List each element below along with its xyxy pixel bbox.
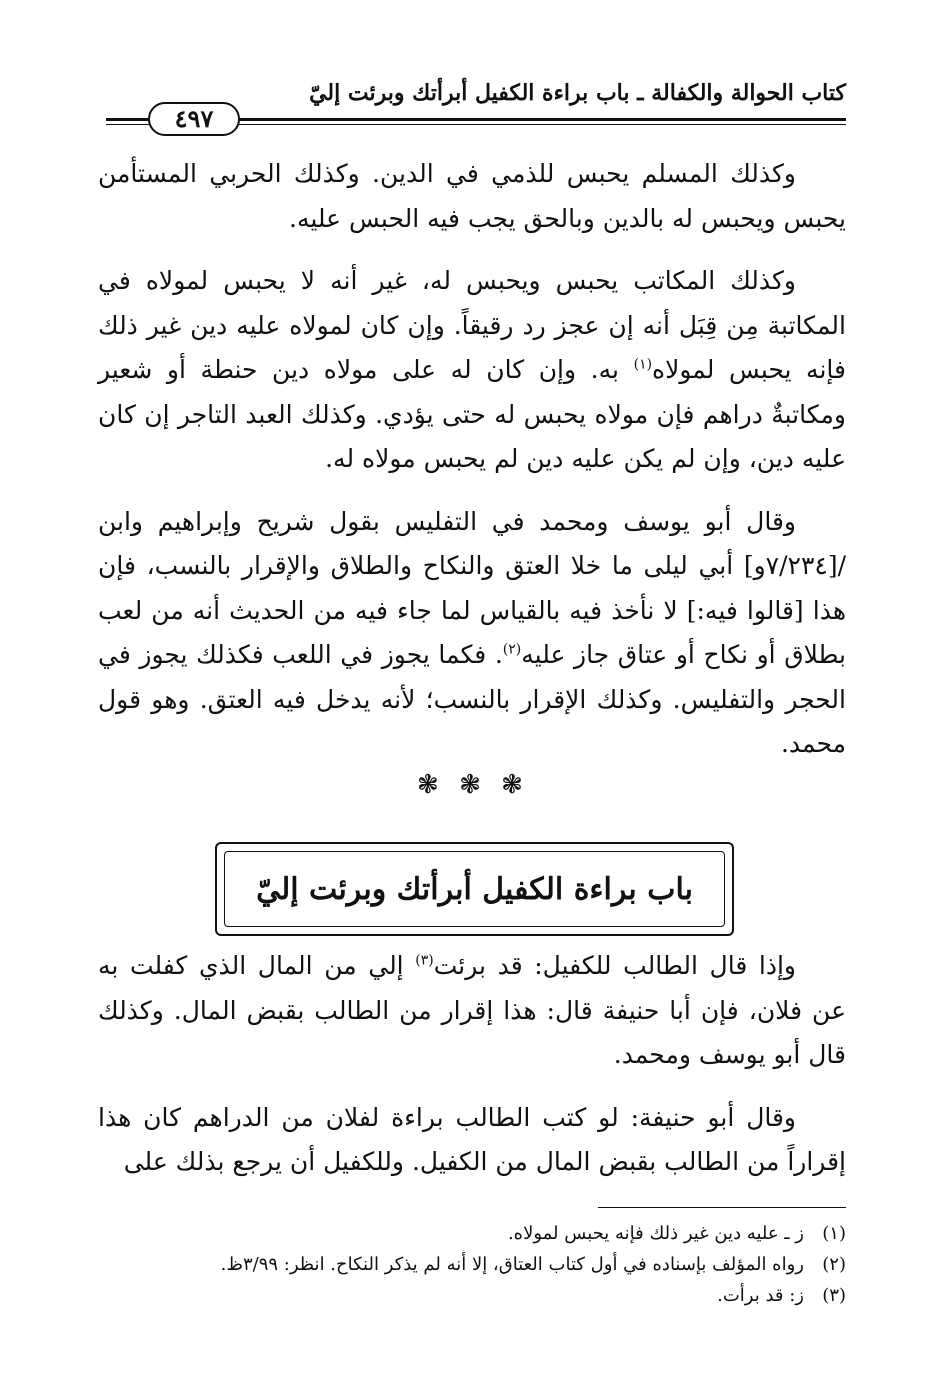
paragraph-text: وقال أبو يوسف ومحمد في التفليس بقول شريح وإبراهيم وابن /[٧/٢٣٤و] أبي ليلى ما خلا العتق والنكاح والطلاق والإقرار بالنسب، فإن هذا [قالوا فيه:] لا نأخذ فيه بالقياس لما جاء فيه من الحديث أنه من لعب بطلاق أو نكاح أو عتاق جاز عليه — [98, 506, 846, 669]
paragraph-bara-kafil — [98, 944, 846, 1078]
footnote-2 — [98, 1249, 846, 1280]
footnote-divider — [598, 1207, 846, 1208]
footnote-number: (١) — [822, 1223, 846, 1244]
footnote-text: رواه المؤلف بإسناده في أول كتاب العتاق، إلا أنه لم يذكر النكاح. انظر: ٣/٩٩ظ. — [220, 1254, 804, 1275]
chapter-title-box — [215, 842, 734, 936]
footnote-3 — [98, 1280, 846, 1311]
paragraph-text: . فكما يجوز في اللعب فكذلك يجوز في الحجر والتفليس. وكذلك الإقرار بالنسب؛ لأنه يدخل فيه العتق. وهو قول محمد. — [98, 640, 846, 758]
paragraph-text: وكذلك المكاتب يحبس ويحبس له، غير أنه لا يحبس لمولاه في المكاتبة مِن قِبَل أنه إن عجز رد رقيقاً. وإن كان لمولاه عليه دين غير ذلك فإنه يحبس لمولاه — [98, 266, 846, 384]
footnote-number: (٢) — [822, 1254, 846, 1275]
main-text-upper — [98, 152, 846, 767]
page-number: ٤٩٧ — [148, 102, 240, 136]
footnote-1 — [98, 1218, 846, 1249]
paragraph-mukatab — [98, 259, 846, 482]
section-separator: ❃ ❃ ❃ — [417, 770, 529, 800]
main-text-lower — [98, 944, 846, 1185]
paragraph-muslim-dhimmi: وكذلك المسلم يحبس للذمي في الدين. وكذلك الحربي المستأمن يحبس ويحبس له بالدين وبالحق يجب فيه الحبس عليه. — [98, 159, 846, 233]
footnote-text: ز: قد برأت. — [717, 1285, 804, 1306]
paragraph-abu-hanifa: وقال أبو حنيفة: لو كتب الطالب براءة لفلان من الدراهم كان هذا إقراراً من الطالب بقبض المال من الكفيل. وللكفيل أن يرجع بذلك على — [98, 1102, 846, 1176]
paragraph-taflis — [98, 500, 846, 767]
footnote-ref-1[interactable]: (١) — [633, 356, 653, 373]
footnote-ref-2[interactable]: (٢) — [502, 641, 522, 658]
chapter-title-frame — [224, 851, 725, 927]
footnotes — [98, 1218, 846, 1311]
running-title: كتاب الحوالة والكفالة ـ باب براءة الكفيل أبرأتك وبرئت إليّ — [309, 80, 846, 106]
paragraph-text: وإذا قال الطالب للكفيل: قد برئت — [433, 951, 796, 980]
paragraph-text: به. وإن كان له على مولاه دين حنطة أو شعير ومكاتبةٌ دراهم فإن مولاه يحبس له حتى يؤدي. وكذلك العبد التاجر إن كان عليه دين، وإن لم يكن عليه دين لم يحبس مولاه له. — [98, 355, 846, 473]
running-header — [106, 80, 846, 133]
chapter-title: باب براءة الكفيل أبرأتك وبرئت إليّ — [256, 871, 693, 907]
footnote-ref-3[interactable]: (٣) — [415, 952, 434, 969]
footnote-number: (٣) — [822, 1285, 846, 1306]
paragraph-text: إلي من المال الذي كفلت به عن فلان، فإن أبا حنيفة قال: هذا إقرار من الطالب بقبض المال. وكذلك قال أبو يوسف ومحمد. — [98, 951, 846, 1069]
footnote-text: ز ـ عليه دين غير ذلك فإنه يحبس لمولاه. — [507, 1223, 804, 1244]
